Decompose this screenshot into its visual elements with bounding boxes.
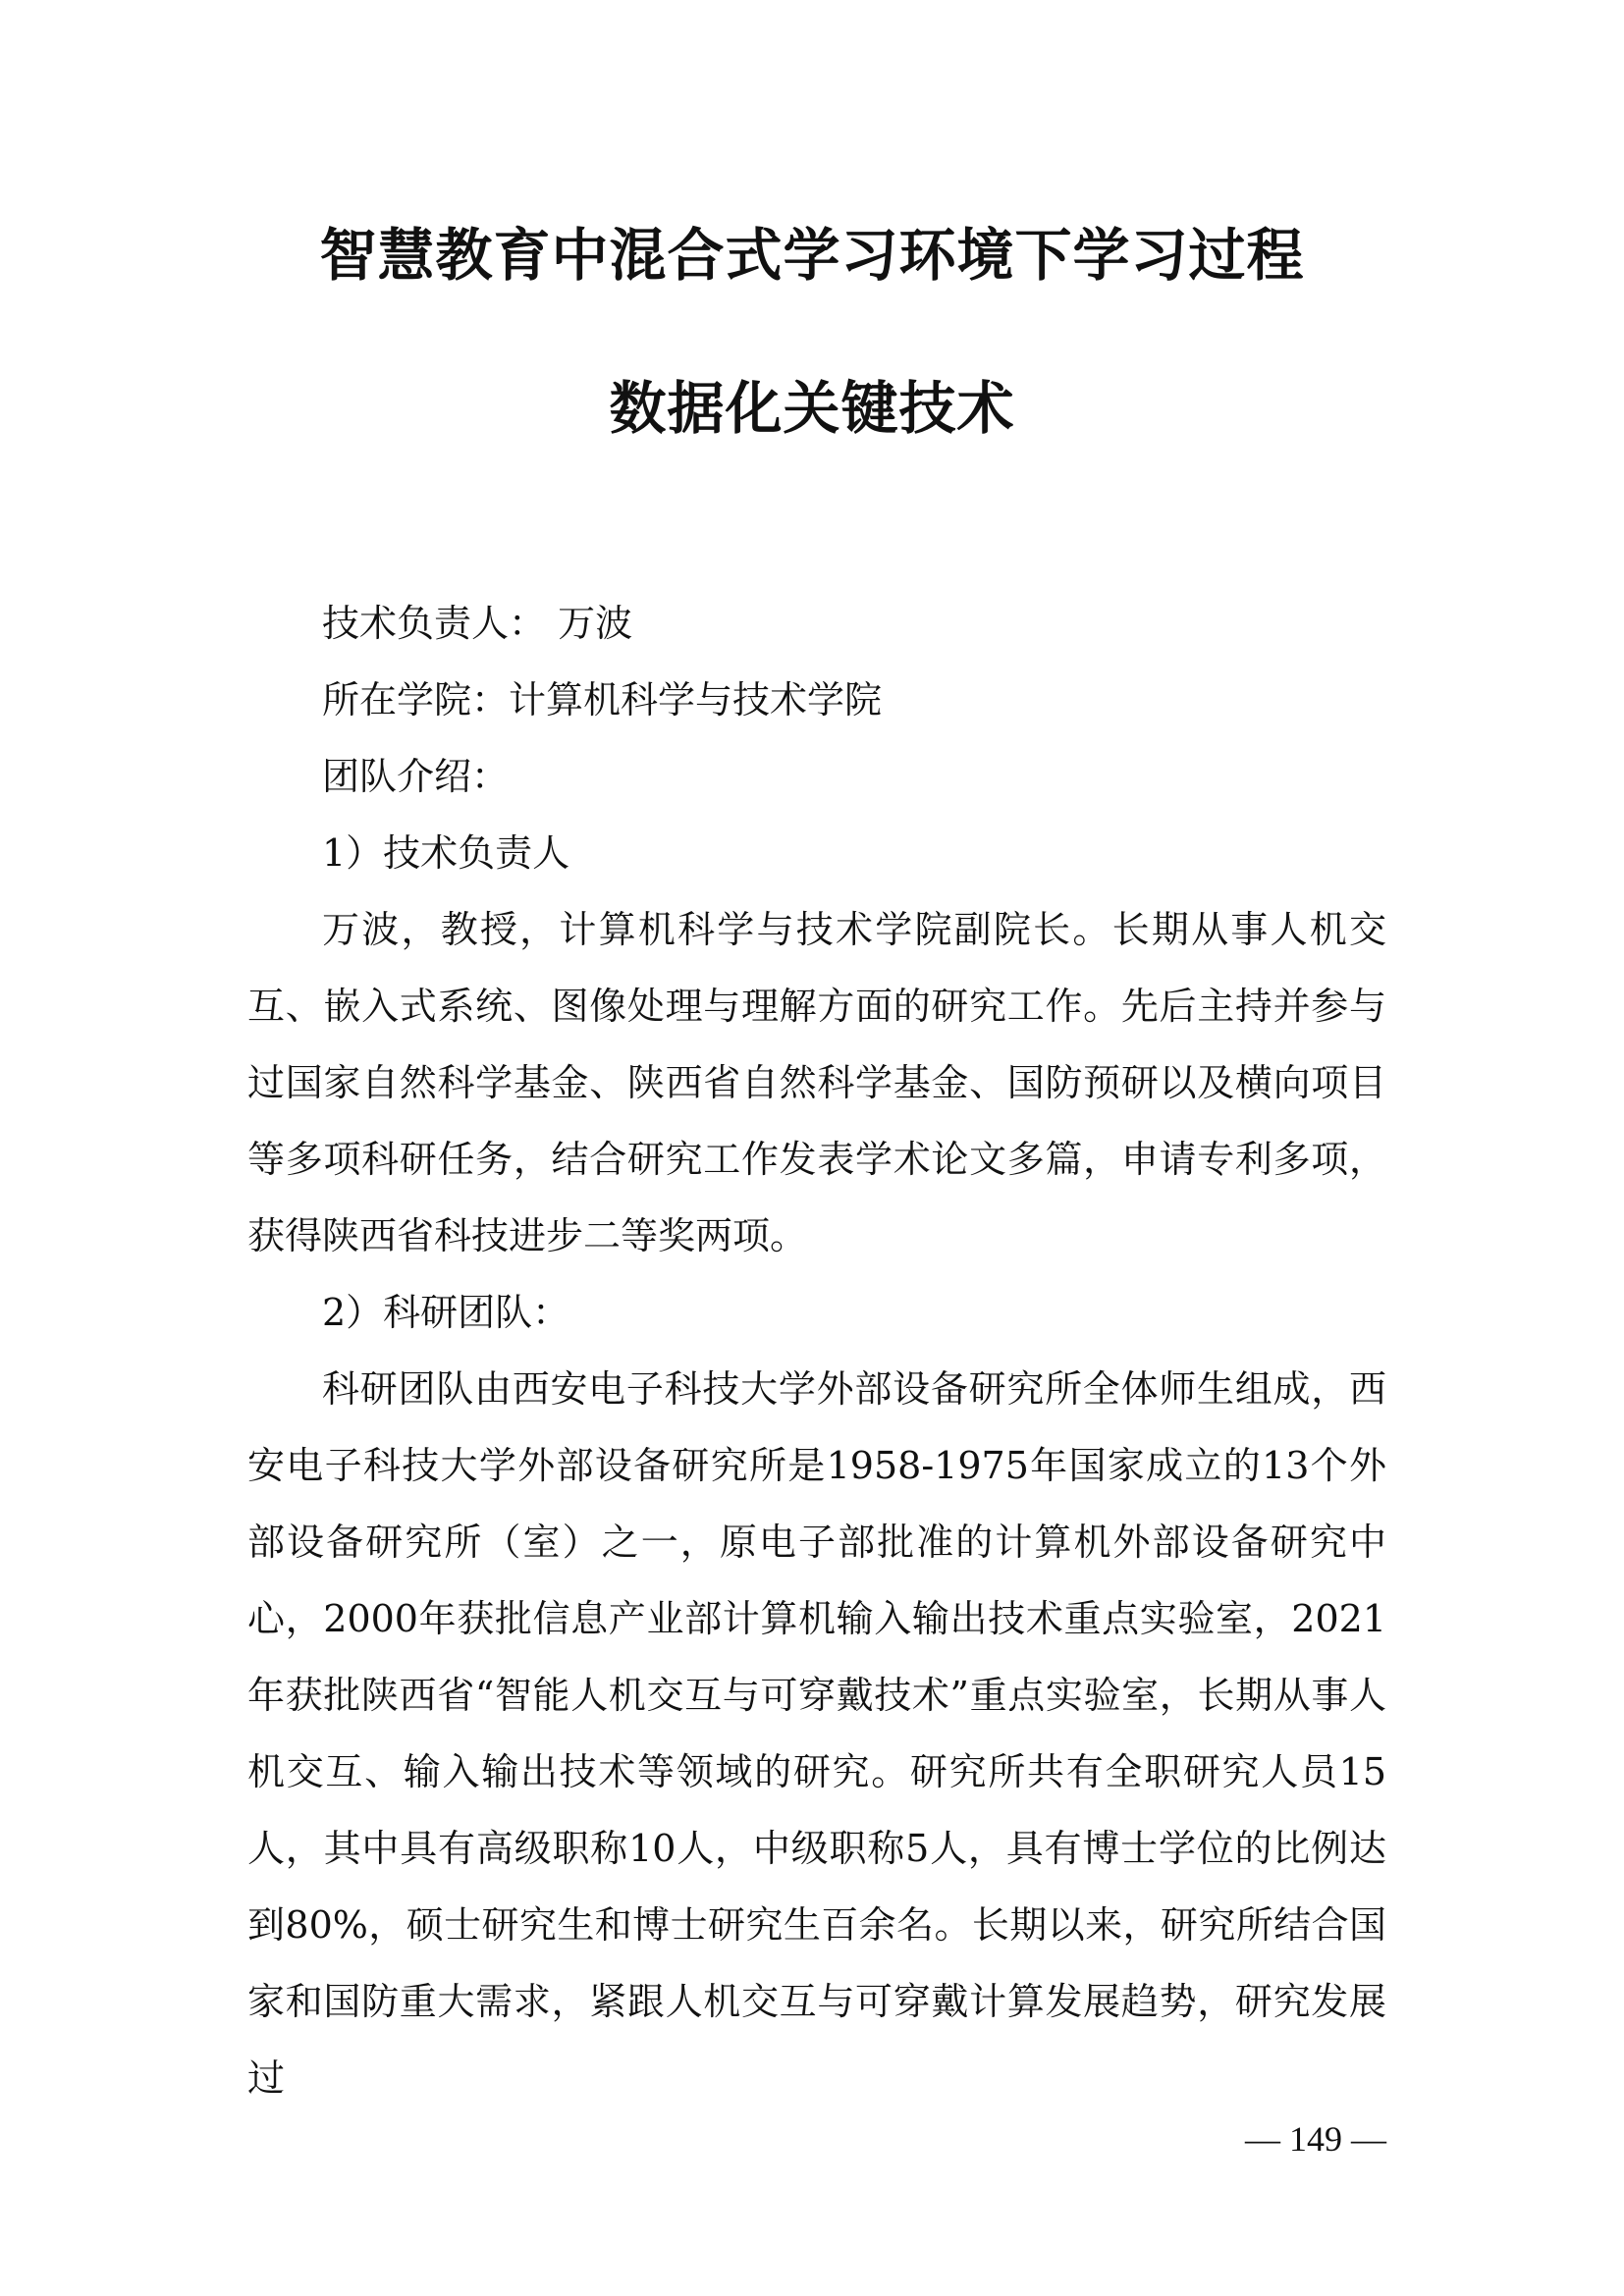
document-title-line-2: 数据化关键技术 xyxy=(609,375,1015,442)
leader-section-heading: 1）技术负责人 xyxy=(322,831,570,875)
document-title-line-1: 智慧教育中混合式学习环境下学习过程 xyxy=(319,222,1305,289)
team-description: 科研团队由西安电子科技大学外部设备研究所全体师生组成，西安电子科技大学外部设备研究所是1958-1975年国家成立的13个外部设备研究所（室）之一，原电子部批准的计算机外部设备研究中心，2000年获批信息产业部计算机输入输出技术重点实验室，2021年获批陕西省“智能人机交互与可穿戴技术”重点实验室，长期从事人机交互、输入输出技术等领域的研究。研究所共有全职研究人员15人，其中具有高级职称10人，中级职称5人，具有博士学位的比例达到80%，硕士研究生和博士研究生百余名。长期以来，研究所结合国家和国防重大需求，紧跟人机交互与可穿戴计算发展趋势，研究发展过 xyxy=(247,1367,1386,2100)
leader-description: 万波，教授，计算机科学与技术学院副院长。长期从事人机交互、嵌入式系统、图像处理与理解方面的研究工作。先后主持并参与过国家自然科学基金、陕西省自然科学基金、国防预研以及横向项目等多项科研任务，结合研究工作发表学术论文多篇，申请专利多项，获得陕西省科技进步二等奖两项。 xyxy=(247,908,1386,1257)
team-intro-label: 团队介绍： xyxy=(322,755,510,798)
college-line: 所在学院：计算机科学与技术学院 xyxy=(322,678,883,721)
document-body xyxy=(247,585,1386,2116)
page-number: — 149 — xyxy=(1245,2119,1386,2159)
team-section-heading: 2）科研团队： xyxy=(322,1291,570,1334)
technical-leader-line: 技术负责人： 万波 xyxy=(322,602,633,645)
